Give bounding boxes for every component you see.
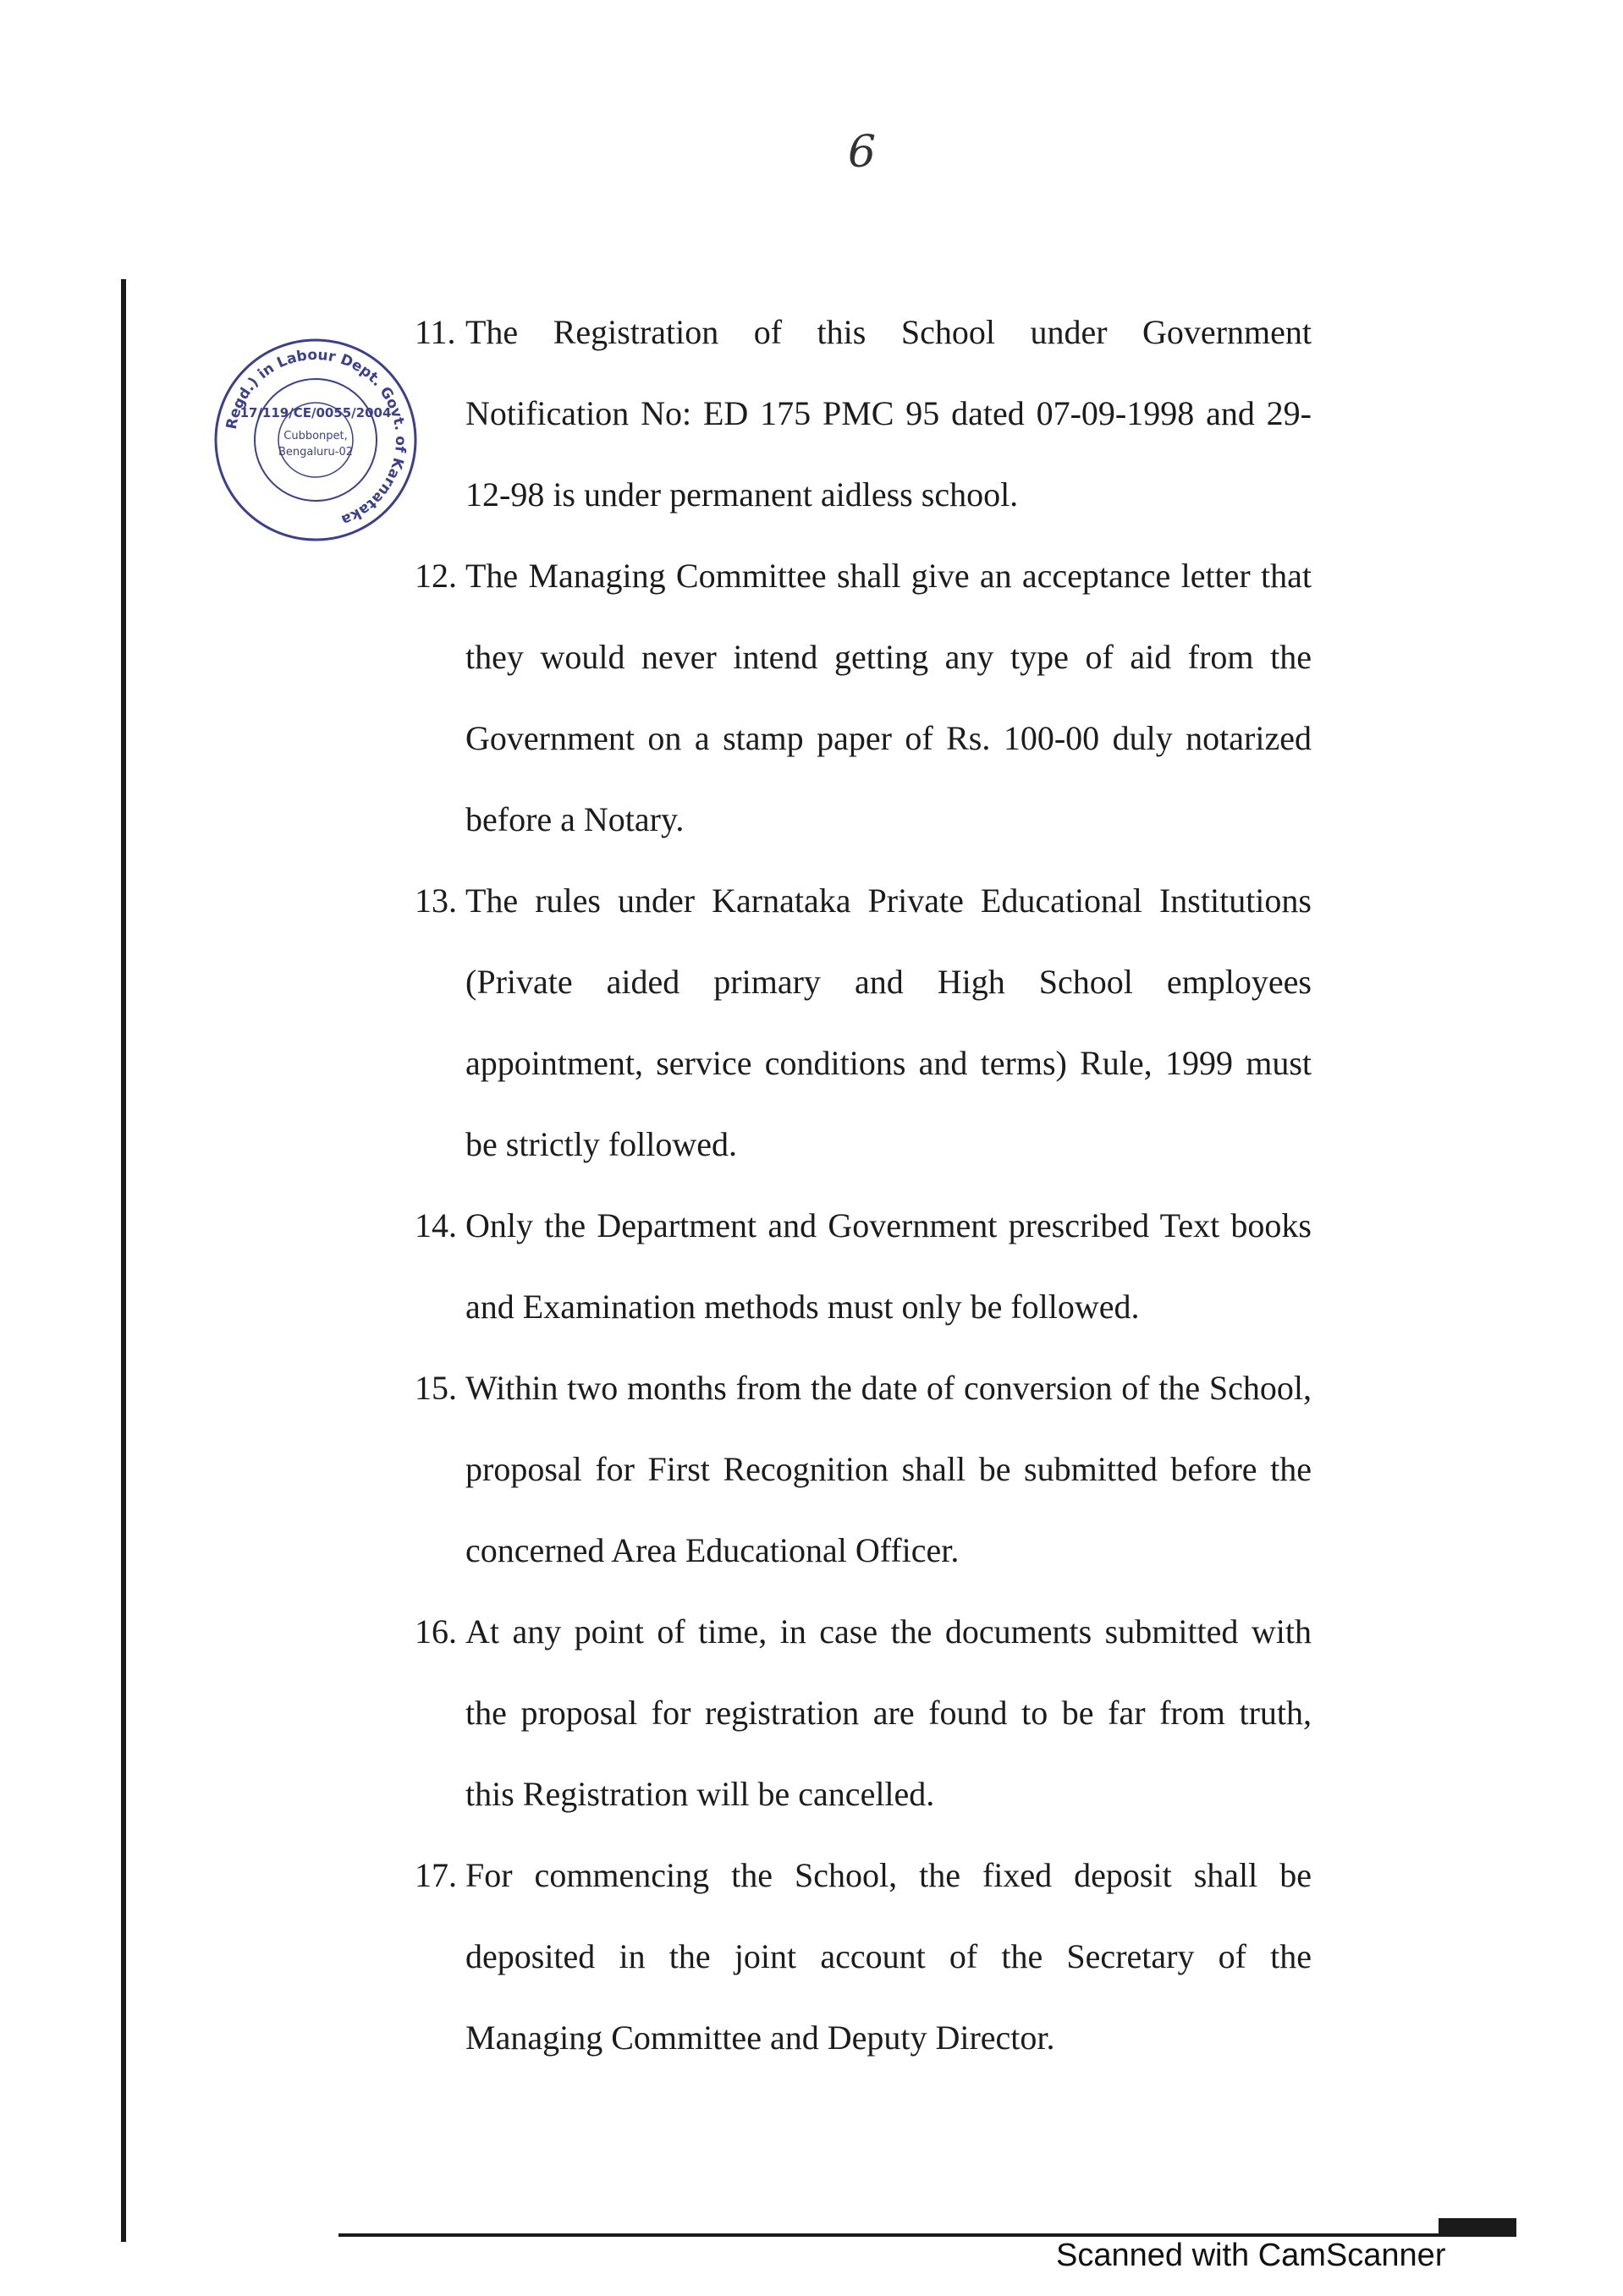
page-number: 6 bbox=[848, 127, 877, 178]
scanner-watermark: Scanned with CamScanner bbox=[1056, 2238, 1446, 2273]
clause-number: 11. bbox=[415, 313, 456, 351]
clause-text: At any point of time, in case the documents submitted with the proposal for registration are found to be far from truth, this Registration will be cancelled. bbox=[465, 1612, 1312, 1813]
clause-number: 17. bbox=[415, 1856, 457, 1894]
clause-15 bbox=[415, 1348, 1312, 1591]
clause-text: The Managing Committee shall give an acceptance letter that they would never intend getting any type of aid from the Government on a stamp paper of Rs. 100-00 duly notarized before a Notary. bbox=[465, 557, 1312, 838]
clause-number: 12. bbox=[415, 557, 457, 595]
bottom-rule bbox=[338, 2233, 1515, 2237]
stamp-place-line1: Cubbonpet, bbox=[283, 430, 348, 442]
clause-text: The Registration of this School under Government Notification No: ED 175 PMC 95 dated 07-09-1998 and 29-12-98 is under permanent aidless school. bbox=[465, 313, 1312, 514]
clause-number: 14. bbox=[415, 1206, 457, 1244]
clause-number: 13. bbox=[415, 882, 457, 920]
clauses-list bbox=[415, 292, 1312, 2079]
clause-text: Only the Department and Government prescribed Text books and Examination methods must only be followed. bbox=[465, 1206, 1312, 1326]
clause-text: The rules under Karnataka Private Educational Institutions (Private aided primary and High School employees appointment, service conditions and terms) Rule, 1999 must be strictly followed. bbox=[465, 882, 1312, 1163]
clause-12 bbox=[415, 536, 1312, 860]
clause-17 bbox=[415, 1835, 1312, 2079]
clause-16 bbox=[415, 1591, 1312, 1835]
stamp-place-line2: Bengaluru-02 bbox=[278, 446, 354, 459]
clause-text: Within two months from the date of conversion of the School, proposal for First Recognition shall be submitted before the concerned Area Educational Officer. bbox=[465, 1369, 1312, 1569]
clause-14 bbox=[415, 1185, 1312, 1348]
clause-11 bbox=[415, 292, 1312, 536]
clause-13 bbox=[415, 860, 1312, 1185]
clause-number: 16. bbox=[415, 1612, 457, 1651]
stamp-reg-no: 17/119/CE/0055/2004 bbox=[239, 405, 392, 420]
clause-number: 15. bbox=[415, 1369, 457, 1407]
seal-stamp bbox=[210, 334, 421, 546]
left-margin-rule bbox=[121, 279, 126, 2242]
bottom-rule-end bbox=[1439, 2218, 1516, 2237]
stamp-outer-text: Regd.) in Labour Dept. Govt. of Karnataka bbox=[223, 346, 410, 529]
clause-text: For commencing the School, the fixed deposit shall be deposited in the joint account of the Secretary of the Managing Committee and Deputy Director. bbox=[465, 1856, 1312, 2057]
